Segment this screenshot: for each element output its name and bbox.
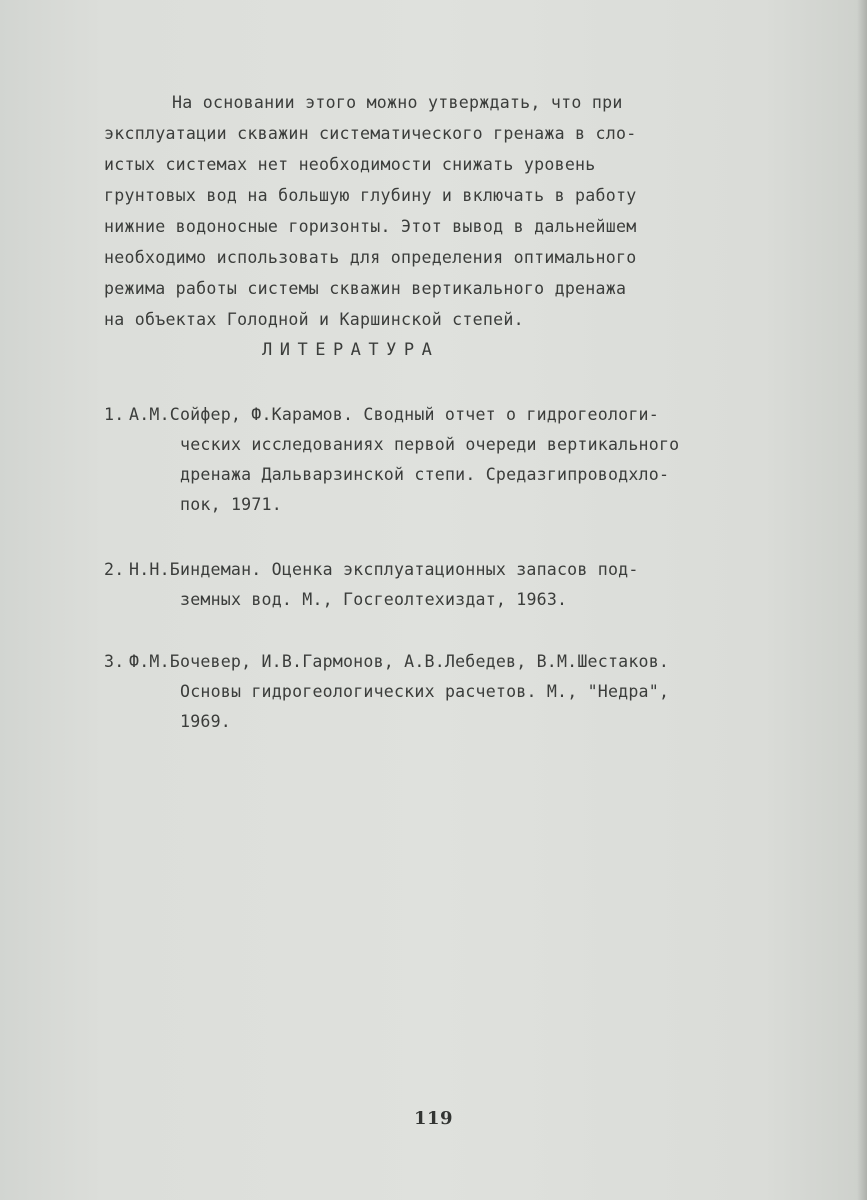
reference-number: 1. <box>104 405 125 424</box>
reference-line: пок, 1971. <box>180 495 282 514</box>
paragraph-line: грунтовых вод на большую глубину и включать в работу <box>104 186 637 205</box>
page-number: 119 <box>413 1108 454 1129</box>
reference-line: ческих исследованиях первой очереди вертикального <box>180 435 680 454</box>
reference-number: 3. <box>104 652 125 671</box>
paragraph-line: на объектах Голодной и Каршинской степей. <box>104 310 524 329</box>
reference-number: 2. <box>104 560 125 579</box>
paragraph-line: нижние водоносные горизонты. Этот вывод в дальнейшем <box>104 217 637 236</box>
paragraph-line: На основании этого можно утверждать, что при <box>172 93 623 112</box>
reference-line: Основы гидрогеологических расчетов. М., "Недра", <box>180 682 670 701</box>
references-list <box>104 400 844 772</box>
paragraph-line: режима работы системы скважин вертикального дренажа <box>104 279 627 298</box>
body-paragraph <box>104 87 804 335</box>
reference-line: земных вод. М., Госгеолтехиздат, 1963. <box>180 590 568 609</box>
references-heading: ЛИТЕРАТУРА <box>262 340 440 360</box>
reference-line: Ф.М.Бочевер, И.В.Гармонов, А.В.Лебедев, В.М.Шестаков. <box>129 652 670 671</box>
reference-item <box>104 400 844 520</box>
paragraph-line: эксплуатации скважин систематического гренажа в сло- <box>104 124 637 143</box>
reference-item <box>104 647 844 737</box>
reference-item <box>104 555 844 615</box>
paragraph-line: необходимо использовать для определения оптимального <box>104 248 637 267</box>
reference-line: А.М.Сойфер, Ф.Карамов. Сводный отчет о гидрогеологи- <box>129 405 659 424</box>
reference-line: 1969. <box>180 712 231 731</box>
reference-line: Н.Н.Биндеман. Оценка эксплуатационных запасов под- <box>129 560 639 579</box>
paragraph-line: истых системах нет необходимости снижать уровень <box>104 155 596 174</box>
reference-line: дренажа Дальварзинской степи. Средазгипроводхло- <box>180 465 670 484</box>
